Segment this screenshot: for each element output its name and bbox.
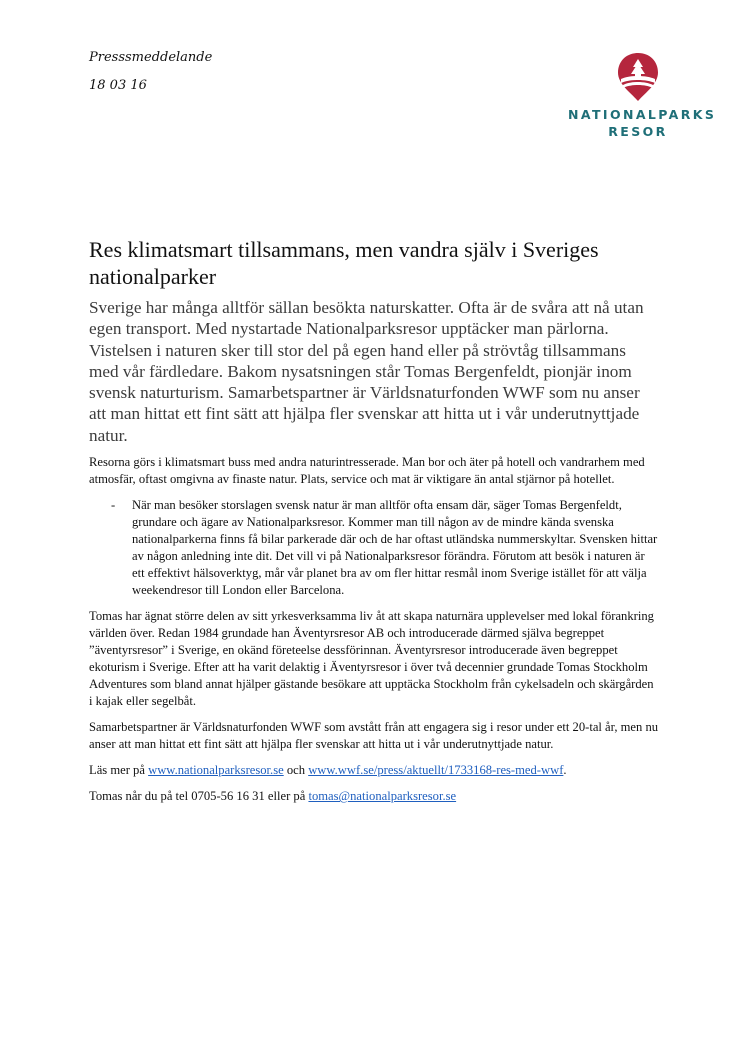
- doc-type: Presssmeddelande: [89, 50, 213, 65]
- contact-prefix: Tomas når du på tel 0705-56 16 31 eller på: [89, 789, 309, 804]
- read-more-line: [89, 762, 659, 779]
- header-meta: [89, 44, 212, 100]
- nationalparksresor-link[interactable]: www.nationalparksresor.se: [148, 763, 284, 778]
- release-date: 18 03 16: [89, 78, 147, 93]
- email-link[interactable]: tomas@nationalparksresor.se: [308, 789, 457, 804]
- logo-line-2: RESOR: [608, 124, 668, 139]
- paragraph-wwf: Samarbetspartner är Världsnaturfonden WWF som avstått från att engagera sig i resor under ett 20-tal år, men nu anser att man hittat ett fint sätt att hjälpa fler svenskar att hitta ut i vår underutnyttjade natur.: [89, 720, 659, 752]
- body-content: [89, 297, 659, 814]
- quote-text: När man besöker storslagen svensk natur är man alltför ofta ensam där, säger Tomas Bergenfeldt, grundare och ägare av Nationalparksresor. Kommer man till någon av de mindre kända svenska nationalparkerna finns få bilar parkerade där och de har oftast utländska nummerskyltar. Svensken hittar av någon anledning inte dit. Det vill vi på Nationalparksresor förändra. Förutom att besök i naturen är ett effektivt hälsoverktyg, mår vår planet bra av om fler hittar resmål inom Sverige istället för att välja weekendresor till London eller Barcelona.: [132, 498, 658, 598]
- contact-line: [89, 788, 659, 805]
- nationalparksresor-logo: [568, 52, 717, 140]
- headline: Res klimatsmart tillsammans, men vandra själv i Sveriges nationalparker: [89, 237, 599, 289]
- lead-paragraph: Sverige har många alltför sällan besökta naturskatter. Ofta är de svåra att nå utan egen transport. Med nystartade Nationalparksresor upptäcker man pärlorna. Vistelsen i naturen sker till stor del på egen hand eller på strövtåg tillsammans med vår färdledare. Bakom nysatsningen står Tomas Bergenfeldt, pionjär inom svensk naturturism. Samarbetspartner är Världsnaturfonden WWF som nu anser att man hittat ett fint sätt att hjälpa fler svenskar att hitta ut i vår underutnyttjade natur.: [89, 298, 644, 445]
- wwf-press-link[interactable]: www.wwf.se/press/aktuellt/1733168-res-med-wwf: [308, 763, 564, 778]
- map-pin-tree-icon: [616, 52, 660, 102]
- paragraph-tomas: Tomas har ägnat större delen av sitt yrkesverksamma liv åt att skapa naturnära upplevelser med lokal förankring världen över. Redan 1984 grundade han Äventyrsresor AB och introducerade därmed själva begreppet ”äventyrsresor” i Sverige, en okänd företeelse dessförinnan. Äventyrsresor introducerade även begreppet ekoturism i Sverige. Efter att ha varit delaktig i Äventyrsresor i över två decennier grundade Tomas Stockholm Adventures som bland annat hjälper gästande besökare att upptäcka Stockholm från cykelsadeln och skärgården i kajak eller segelbåt.: [89, 609, 654, 709]
- paragraph-travel: Resorna görs i klimatsmart buss med andra naturintresserade. Man bor och äter på hotell och vandrarhem med atmosfär, oftast omgivna av finaste natur. Plats, service och mat är viktigare än antal stjärnor på hotellet.: [89, 455, 645, 487]
- read-more-suffix: .: [563, 763, 567, 778]
- read-more-prefix: Läs mer på: [89, 763, 149, 778]
- quote-dash: -: [111, 498, 116, 513]
- logo-line-1: NATIONALPARKS: [568, 107, 717, 122]
- read-more-middle: och: [283, 763, 309, 778]
- quote-block: [89, 497, 659, 599]
